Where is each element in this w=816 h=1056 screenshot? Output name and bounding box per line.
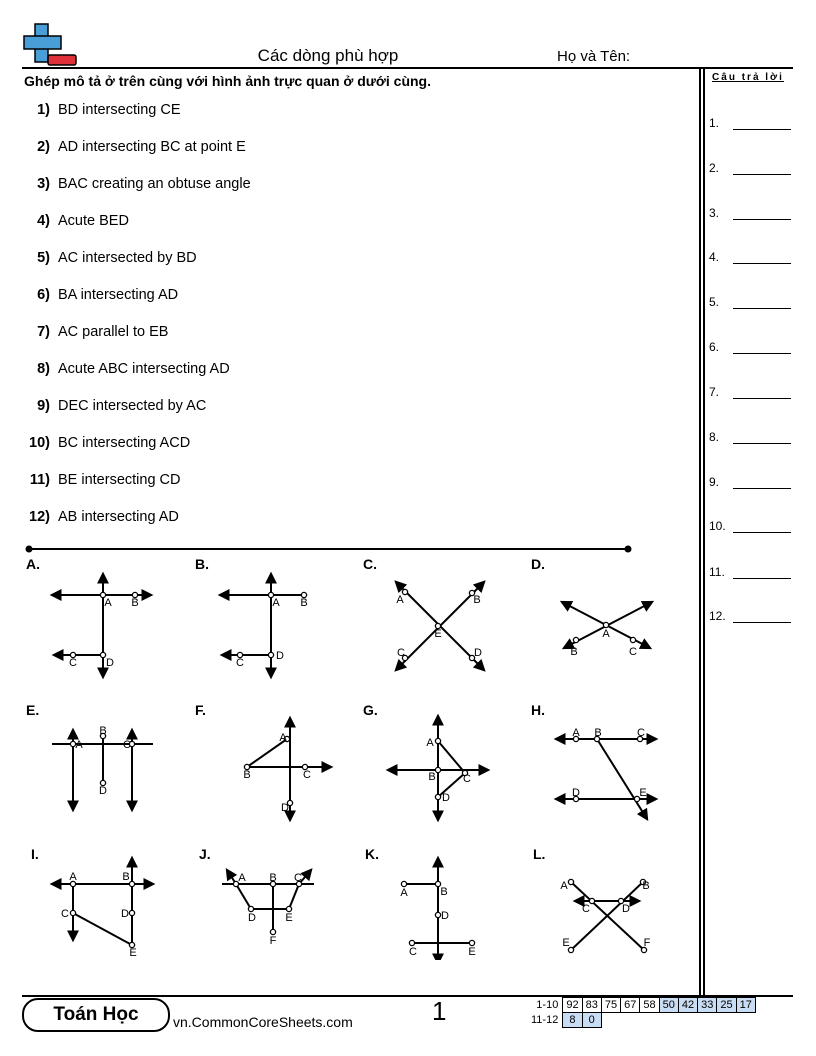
svg-text:B: B [570, 646, 578, 658]
svg-text:E: E [468, 946, 476, 958]
figure-j-line-4 [236, 884, 251, 909]
answer-row-10[interactable]: 10. [709, 519, 726, 533]
answer-row-7[interactable]: 7. [709, 385, 719, 399]
question-7: 7) AC parallel to EB [37, 324, 169, 340]
page-number: 1 [432, 996, 447, 1026]
option-label-h: H. [531, 702, 545, 718]
figure-j-line-5 [289, 884, 299, 909]
score-row-1-10: 1-10 92 83 75 67 58 50 42 33 25 17 [528, 998, 755, 1013]
svg-text:A: A [396, 594, 404, 606]
svg-text:E: E [434, 628, 442, 640]
question-11: 11) BE intersecting CD [29, 472, 181, 488]
svg-text:E: E [639, 787, 647, 799]
svg-text:B: B [269, 872, 277, 884]
svg-text:C: C [463, 773, 471, 785]
name-label: Họ và Tên: [557, 48, 631, 65]
option-label-f: F. [195, 702, 206, 718]
svg-text:A: A [602, 628, 610, 640]
option-label-c: C. [363, 556, 377, 572]
svg-text:B: B [122, 871, 130, 883]
svg-text:B: B [642, 880, 650, 892]
question-4: 4) Acute BED [37, 213, 129, 229]
svg-text:D: D [248, 912, 256, 924]
svg-text:F: F [643, 937, 651, 949]
svg-text:D: D [622, 903, 630, 915]
svg-text:B: B [99, 725, 107, 737]
option-label-k: K. [365, 846, 379, 862]
question-2: 2) AD intersecting BC at point E [37, 139, 246, 155]
svg-text:C: C [397, 647, 405, 659]
svg-text:B: B [428, 771, 436, 783]
answer-row-5[interactable]: 5. [709, 295, 719, 309]
svg-text:F: F [269, 935, 277, 947]
svg-text:A: A [572, 727, 580, 739]
svg-text:B: B [473, 594, 481, 606]
svg-text:D: D [441, 910, 449, 922]
page-title: Các dòng phù hợp [257, 46, 399, 65]
svg-text:D: D [474, 647, 482, 659]
svg-text:D: D [442, 792, 450, 804]
option-label-a: A. [26, 556, 40, 572]
svg-text:A: A [75, 739, 83, 751]
svg-text:C: C [236, 657, 244, 669]
svg-text:C: C [629, 646, 637, 658]
brand-badge: Toán Học [22, 998, 170, 1032]
svg-text:C: C [303, 769, 311, 781]
figures-area [0, 540, 700, 960]
svg-text:D: D [572, 787, 580, 799]
svg-text:D: D [106, 657, 114, 669]
answer-row-12[interactable]: 12. [709, 609, 726, 623]
svg-text:D: D [276, 650, 284, 662]
svg-text:A: A [238, 872, 246, 884]
question-8: 8) Acute ABC intersecting AD [37, 361, 230, 377]
option-label-d: D. [531, 556, 545, 572]
svg-text:C: C [409, 946, 417, 958]
option-label-e: E. [26, 702, 40, 718]
figure-h-line-3 [597, 739, 647, 819]
answer-row-11[interactable]: 11. [709, 565, 725, 579]
option-label-g: G. [363, 702, 378, 718]
score-table [528, 997, 756, 1028]
question-6: 6) BA intersecting AD [37, 287, 179, 303]
question-10: 10) BC intersecting ACD [29, 435, 191, 451]
answer-column-divider-inner [703, 67, 705, 995]
option-label-i: I. [31, 846, 39, 862]
svg-text:E: E [285, 912, 293, 924]
svg-text:A: A [426, 737, 434, 749]
svg-text:E: E [562, 937, 570, 949]
svg-text:A: A [272, 597, 280, 609]
question-5: 5) AC intersected by BD [37, 250, 197, 266]
answer-row-2[interactable]: 2. [709, 161, 719, 175]
svg-text:D: D [99, 785, 107, 797]
svg-text:A: A [400, 887, 408, 899]
svg-text:C: C [123, 739, 131, 751]
svg-text:B: B [243, 769, 251, 781]
option-label-l: L. [533, 846, 546, 862]
answer-row-9[interactable]: 9. [709, 475, 719, 489]
svg-text:E: E [129, 947, 137, 959]
instructions: Ghép mô tả ở trên cùng với hình ảnh trực quan ở dưới cùng. [24, 73, 431, 89]
answer-row-8[interactable]: 8. [709, 430, 719, 444]
svg-text:D: D [121, 908, 129, 920]
header-divider [22, 67, 793, 69]
svg-text:B: B [300, 597, 308, 609]
question-9: 9) DEC intersected by AC [37, 398, 207, 414]
svg-text:C: C [69, 657, 77, 669]
figure-points [70, 589, 646, 952]
svg-text:D: D [281, 802, 289, 814]
svg-text:B: B [440, 886, 448, 898]
question-3: 3) BAC creating an obtuse angle [37, 176, 251, 192]
question-12: 12) AB intersecting AD [29, 509, 179, 525]
point-labels [61, 594, 651, 959]
question-1: 1) BD intersecting CE [37, 102, 181, 118]
svg-text:A: A [279, 732, 287, 744]
answer-row-3[interactable]: 3. [709, 206, 719, 220]
svg-text:C: C [582, 903, 590, 915]
svg-text:C: C [61, 908, 69, 920]
score-row-11-12: 11-12 8 0 [528, 1013, 755, 1028]
svg-text:A: A [560, 880, 568, 892]
answer-key-header: Câu trả lời [712, 72, 784, 83]
svg-text:B: B [594, 727, 602, 739]
answer-row-1[interactable]: 1. [709, 116, 719, 130]
option-label-b: B. [195, 556, 209, 572]
site-url[interactable]: vn.CommonCoreSheets.com [173, 1014, 353, 1030]
svg-text:A: A [69, 871, 77, 883]
answer-row-6[interactable]: 6. [709, 340, 719, 354]
answer-row-4[interactable]: 4. [709, 250, 719, 264]
option-label-j: J. [199, 846, 211, 862]
svg-text:C: C [637, 727, 645, 739]
svg-text:C: C [294, 872, 302, 884]
svg-text:B: B [131, 597, 139, 609]
svg-text:A: A [104, 597, 112, 609]
